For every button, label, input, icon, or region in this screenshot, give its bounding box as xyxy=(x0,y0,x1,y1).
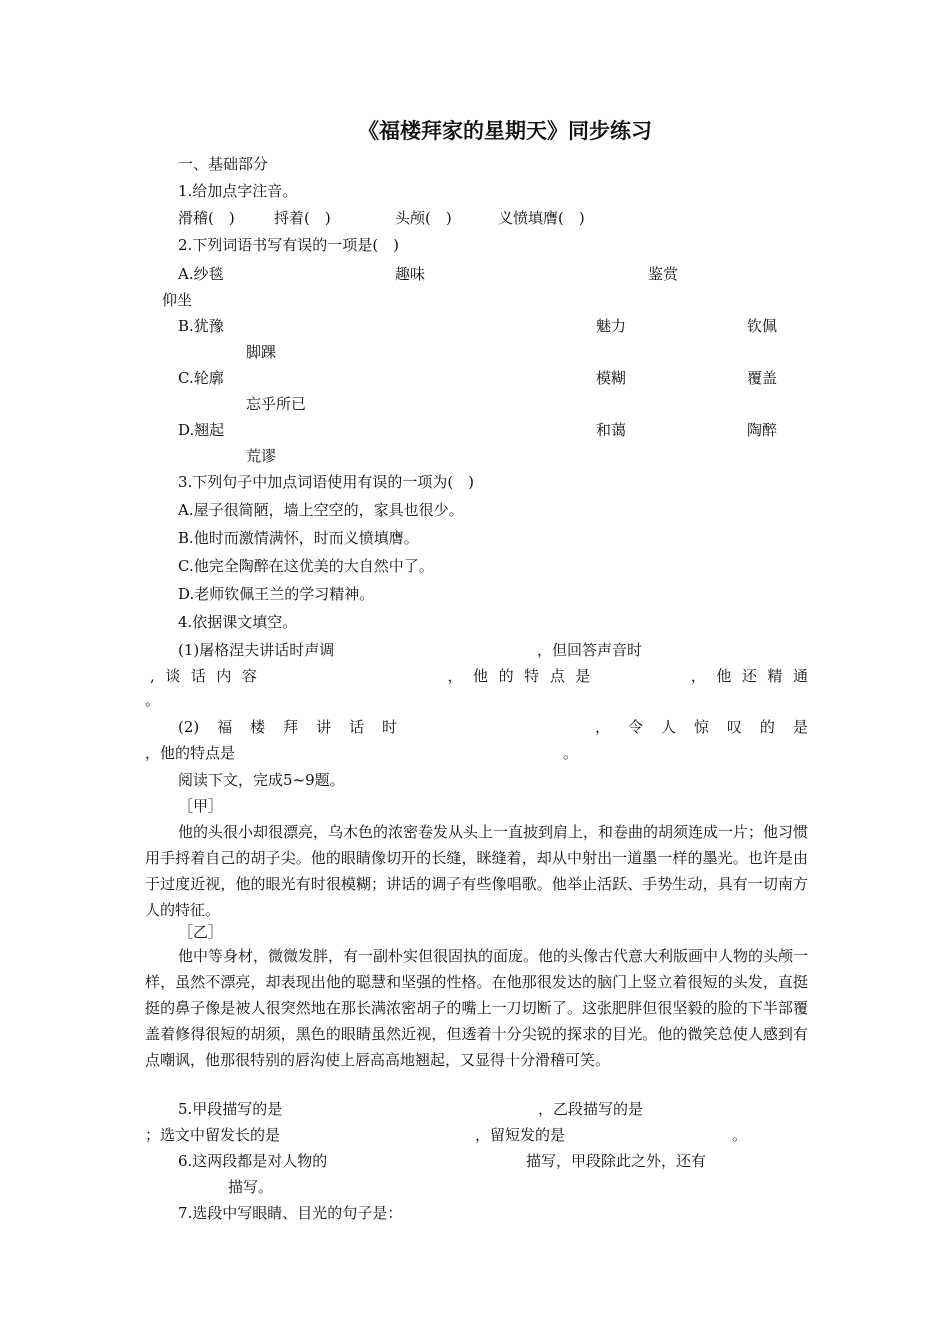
char: 令 xyxy=(627,718,643,736)
char: 容 xyxy=(241,667,257,685)
option-c-word: 模糊 xyxy=(596,369,627,387)
question-1-item: 义愤填膺( ) xyxy=(498,209,585,227)
char: 楼 xyxy=(250,718,266,736)
char: ， xyxy=(595,718,611,736)
char: 精 xyxy=(767,667,783,685)
fill-blank-line xyxy=(178,717,808,737)
char: 内 xyxy=(216,667,232,685)
char: 人 xyxy=(660,718,676,736)
question-6-text: 描写，甲段除此之外，还有 xyxy=(526,1152,707,1170)
question-5-text: ，乙段描写的是 xyxy=(538,1100,644,1118)
option-a-word: 趣味 xyxy=(395,265,426,283)
question-1-item: 头颅( ) xyxy=(395,209,452,227)
option-d-label: D.翘起 xyxy=(178,421,225,439)
option-a-label: A.纱毯 xyxy=(178,265,224,283)
section-heading: 一、基础部分 xyxy=(178,155,269,173)
question-5-text: ；选文中留发长的是 xyxy=(145,1126,281,1144)
char: 点 xyxy=(549,667,565,685)
option-b-word: 钦佩 xyxy=(747,317,778,335)
char: , xyxy=(150,667,155,685)
fill-blank-text: ，他的特点是 xyxy=(145,744,236,762)
option-c-label: C.轮廓 xyxy=(178,369,224,387)
question-6-text: 描写。 xyxy=(228,1178,274,1196)
char: 惊 xyxy=(693,718,709,736)
char: 谈 xyxy=(165,667,181,685)
char: ， xyxy=(690,667,706,685)
passage-yi-label: ［乙］ xyxy=(178,923,224,941)
char: 话 xyxy=(349,718,365,736)
passage-yi xyxy=(145,943,808,1073)
option-b-word: 魅力 xyxy=(596,317,627,335)
fill-blank-text: 。 xyxy=(145,691,161,709)
char: 叹 xyxy=(726,718,742,736)
question-3-option: B.他时而激情满怀，时而义愤填膺。 xyxy=(178,529,419,547)
question-3-option: A.屋子很简陋，墙上空空的，家具也很少。 xyxy=(178,501,464,519)
question-5-text: ，留短发的是 xyxy=(475,1126,566,1144)
char: 通 xyxy=(792,667,808,685)
passage-yi-text: 他中等身材，微微发胖，有一副朴实但很固执的面庞。他的头像古代意大利版画中人物的头颅一样，虽然不漂亮，却表现出他的聪慧和坚强的性格。在他那很发达的脑门上竖立着很短的头发，直挺挺的鼻子像是被人很突然地在那长满浓密胡子的嘴上一刀切断了。这张肥胖但很坚毅的脸的下半部覆盖着修得很短的胡须，黑色的眼睛虽然近视，但透着十分尖锐的探求的目光。他的微笑总使人感到有点嘲讽，他那很特别的唇沟使上唇高高地翘起，又显得十分滑稽可笑。 xyxy=(145,947,809,1069)
char: 是 xyxy=(575,667,591,685)
question-2-stem: 2.下列词语书写有误的一项是( ) xyxy=(178,236,400,254)
char: 的 xyxy=(498,667,514,685)
char: 特 xyxy=(524,667,540,685)
char: (2) xyxy=(178,718,200,736)
question-7-text: 7.选段中写眼睛、目光的句子是： xyxy=(178,1204,403,1222)
document-title: 《福楼拜家的星期天》同步练习 xyxy=(358,118,652,143)
option-c-word: 忘乎所已 xyxy=(246,395,307,413)
char: 他 xyxy=(716,667,732,685)
question-5-text: 5.甲段描写的是 xyxy=(178,1100,283,1118)
char: ， xyxy=(447,667,463,685)
option-d-word: 荒谬 xyxy=(246,447,277,465)
option-b-label: B.犹豫 xyxy=(178,317,224,335)
question-5-text: 。 xyxy=(732,1126,748,1144)
question-3-option: C.他完全陶醉在这优美的大自然中了。 xyxy=(178,557,434,575)
question-1-item: 滑稽( ) xyxy=(178,209,235,227)
char: 的 xyxy=(759,718,775,736)
question-1-item: 捋着( ) xyxy=(274,209,331,227)
question-3-option: D.老师钦佩王兰的学习精神。 xyxy=(178,585,375,603)
char: 话 xyxy=(190,667,206,685)
passage-jia xyxy=(145,819,808,923)
char: 拜 xyxy=(283,718,299,736)
char: 是 xyxy=(792,718,808,736)
option-d-word: 陶醉 xyxy=(747,421,778,439)
option-a-word: 鉴赏 xyxy=(648,265,679,283)
char: 还 xyxy=(741,667,757,685)
question-3-stem: 3.下列句子中加点词语使用有误的一项为( ) xyxy=(178,473,475,491)
passage-jia-label: ［甲］ xyxy=(178,797,224,815)
fill-blank-text: 。 xyxy=(563,744,579,762)
char: 他 xyxy=(473,667,489,685)
option-d-word: 和蔼 xyxy=(596,421,627,439)
question-4-stem: 4.依据课文填空。 xyxy=(178,613,298,631)
fill-blank-text: ，但回答声音时 xyxy=(537,641,643,659)
char: 讲 xyxy=(316,718,332,736)
option-a-word: 仰坐 xyxy=(162,291,193,309)
option-b-word: 脚踝 xyxy=(246,343,277,361)
passage-jia-text: 他的头很小却很漂亮，乌木色的浓密卷发从头上一直披到肩上，和卷曲的胡须连成一片；他习惯用手捋着自己的胡子尖。他的眼睛像切开的长缝，眯缝着，却从中射出一道墨一样的墨光。也许是由于过度近视，他的眼光有时很模糊；讲话的调子有些像唱歌。他举止活跃、手势生动，具有一切南方人的特征。 xyxy=(145,823,809,919)
question-1-stem: 1.给加点字注音。 xyxy=(178,182,298,200)
option-c-word: 覆盖 xyxy=(747,369,778,387)
fill-blank-text: (1)屠格涅夫讲话时声调 xyxy=(178,641,335,659)
reading-intro: 阅读下文，完成5~9题。 xyxy=(178,771,345,789)
char: 福 xyxy=(217,718,233,736)
question-6-text: 6.这两段都是对人物的 xyxy=(178,1152,328,1170)
fill-blank-line xyxy=(150,666,808,686)
char: 时 xyxy=(382,718,398,736)
